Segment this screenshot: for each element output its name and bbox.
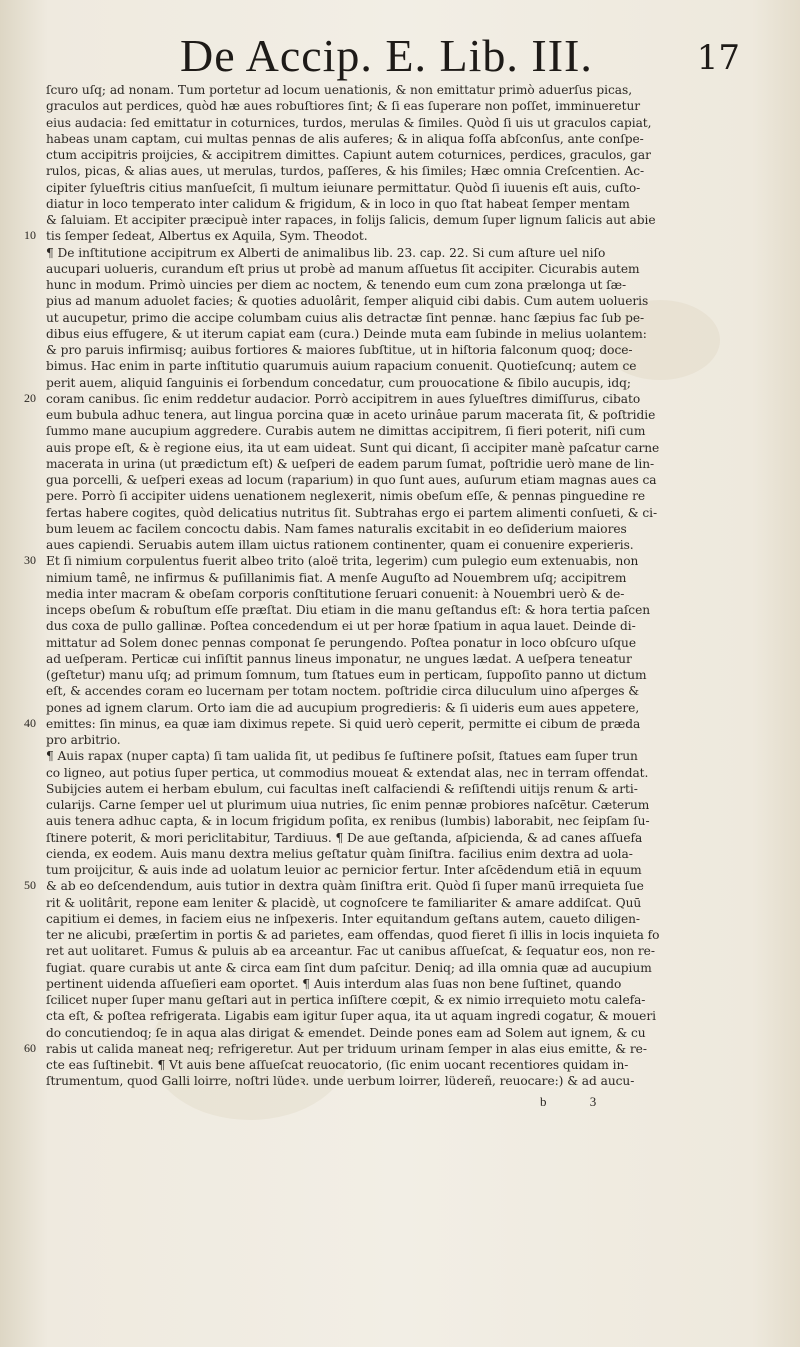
text-line: aucupari uolueris, curandum eſt prius ut probè ad manum aſſuetus ſit accipiter. Cicurabis autem bbox=[46, 261, 640, 276]
text-line: ter ne alicubi, præſertim in portis & ad parietes, eam offendas, quod fieret ſi illis in locis inquieta fo bbox=[46, 928, 660, 942]
text-line: ſcilicet nuper ſuper manu geſtari aut in pertica inſiſtere cœpit, & ex nimio irrequieto motu calefa- bbox=[46, 993, 646, 1007]
text-line: co ligneo, aut potius ſuper pertica, ut commodius moueat & extendat alas, nec in terram offendat. bbox=[46, 765, 649, 780]
text-line: inceps obeſum & robuſtum eſſe præſtat. Diu etiam in die manu geſtandus eſt: & hora tertia paſcen bbox=[46, 603, 651, 617]
text-line: macerata in urina (ut prædictum eſt) & ueſperi de eadem parum ſumat, poſtridie uerò mane de lin- bbox=[46, 456, 655, 471]
text-line: gua porcelli, & ueſperi exeas ad locum (raparium) in quo ſunt aues, auſurum etiam magnas aues ca bbox=[46, 473, 657, 487]
text-line: Et ſi nimium corpulentus fuerit albeo trito (aloë trita, legerim) cum pulegio eum extenuabis, non bbox=[46, 554, 639, 569]
text-line: perit auem, aliquid ſanguinis ei ſorbendum concedatur, cum prouocatione & ſibilo aucupis, idq; bbox=[46, 375, 631, 390]
signature-letter: b bbox=[540, 1093, 547, 1109]
text-line: rit & uolitârit, repone eam leniter & placidè, ut cognoſcere te familiariter & amare addiſcat. Quū bbox=[46, 895, 642, 910]
text-line: cte eas ſuſtinebit. ¶ Vt auis bene aſſueſcat reuocatorio, (ſic enim uocant recentiores quidam in- bbox=[46, 1058, 629, 1072]
text-line: (geſtetur) manu uſq; ad primum ſomnum, tum ſtatues eum in perticam, ſuppoſito panno ut dictum bbox=[46, 668, 647, 682]
text-line: ſtinere poterit, & mori periclitabitur, Tardiuus. ¶ De aue geſtanda, aſpicienda, & ad canes aſſuefa bbox=[46, 830, 643, 845]
text-line: do concutiendoq; ſe in aqua alas dirigat & emendet. Deinde pones eam ad Solem aut ignem, & cu bbox=[46, 1025, 646, 1040]
margin-line-number: 20 bbox=[24, 390, 36, 405]
text-line: hunc in modum. Primò uincies per diem ac noctem, & tenendo eum cum zona prælonga ut ſæ- bbox=[46, 278, 627, 292]
text-line: dibus eius effugere, & ut iterum capiat eam (cura.) Deinde muta eam ſubinde in melius uolantem: bbox=[46, 326, 647, 341]
text-line: pro arbitrio. bbox=[46, 733, 121, 747]
text-line: pius ad manum aduolet facies; & quoties aduolârit, ſemper aliquid cibi dabis. Cum autem uolueris bbox=[46, 294, 649, 309]
signature-mark bbox=[540, 1094, 636, 1110]
text-line: cularijs. Carne ſemper uel ut plurimum uiua nutries, ſic enim pennæ probiores naſcētur. Cæterum bbox=[46, 798, 650, 812]
text-line: ¶ Auis rapax (nuper capta) ſi tam ualida ſit, ut pedibus ſe ſuſtinere poſsit, ſtatues eam ſuper trun bbox=[46, 749, 638, 764]
text-line: auis tenera adhuc capta, & in locum frigidum poſita, ex renibus (lumbis) laborabit, nec ſeipſam ſu- bbox=[46, 814, 650, 829]
text-line: & ſaluiam. Et accipiter præcipuè inter rapaces, in folijs ſalicis, demum ſuper lignum ſalicis aut abie bbox=[46, 213, 656, 227]
page-title: De Accip. E. Lib. III. bbox=[180, 30, 593, 81]
text-line: tum proijcitur, & auis inde ad uolatum leuior ac pernicior fertur. Inter aſcēdendum etiā in equum bbox=[46, 863, 642, 877]
text-line: rabis ut calida maneat neq; refrigeretur. Aut per triduum urinam ſemper in alas eius emitte, & re- bbox=[46, 1041, 647, 1056]
margin-line-number: 10 bbox=[24, 228, 36, 243]
text-line: & pro paruis infirmisq; auibus fortiores & maiores ſubſtitue, ut in hiſtoria falconum quoq; doce- bbox=[46, 343, 633, 357]
margin-line-number: 50 bbox=[24, 878, 36, 893]
margin-line-number: 30 bbox=[24, 553, 36, 568]
text-line: media inter macram & obeſam corporis conſtitutione ſeruari conuenit: à Nouembri uerò & de- bbox=[46, 586, 625, 601]
text-line: ad ueſperam. Perticæ cui inſiſtit pannus lineus imponatur, ne ungues lædat. A ueſpera teneatur bbox=[46, 651, 632, 666]
text-line: ctum accipitris proijcies, & accipitrem dimittes. Capiunt autem coturnices, perdices, graculos, gar bbox=[46, 148, 651, 162]
text-line: emittes: ſin minus, ea quæ iam diximus repete. Si quid uerò ceperit, permitte ei cibum de præda bbox=[46, 716, 641, 731]
text-line: mittatur ad Solem donec pennas componat ſe perungendo. Poſtea ponatur in loco obſcuro uſque bbox=[46, 635, 636, 650]
text-line: diatur in loco temperato inter calidum & frigidum, & in loco in quo ſtat habeat ſemper mentam bbox=[46, 196, 630, 211]
text-line: cta eſt, & poſtea refrigerata. Ligabis eam igitur ſuper aqua, ita ut aquam ingredi cogatur, & moueri bbox=[46, 1009, 656, 1024]
text-line: Subijcies autem ei herbam ebulum, cui facultas ineſt calfaciendi & reſiſtendi uitijs renum & arti- bbox=[46, 781, 638, 796]
body-text bbox=[46, 82, 722, 1090]
text-line: graculos aut perdices, quòd hæ aues robuſtiores ſint; & ſi eas ſuperare non poſſet, imminueretur bbox=[46, 99, 641, 114]
text-line: ret aut uolitaret. Fumus & puluis ab ea arceantur. Fac ut canibus aſſueſcat, & ſequatur eos, non re- bbox=[46, 944, 655, 959]
text-line: cipiter ſylueſtris citius manſueſcit, ſi multum ieiunare permittatur. Quòd ſi iuuenis eſt auis, cuſto- bbox=[46, 180, 641, 195]
text-line: aues capiendi. Seruabis autem illam uictus rationem continenter, quam ei conuenire experieris. bbox=[46, 538, 634, 552]
text-line: & ab eo deſcendendum, auis tutior in dextra quàm ſiniſtra erit. Quòd ſi ſuper manū irrequieta ſue bbox=[46, 879, 644, 894]
text-line: eum bubula adhuc tenera, aut lingua porcina quæ in aceto urinâue parum macerata ſit, & poſtridie bbox=[46, 408, 656, 422]
text-line: ſummo mane aucupium aggredere. Curabis autem ne dimittas accipitrem, ſi fieri poterit, niſi cum bbox=[46, 424, 646, 439]
margin-line-number: 60 bbox=[24, 1040, 36, 1055]
folio-number: 17 bbox=[696, 38, 740, 78]
text-line: rulos, picas, & alias aues, ut merulas, turdos, paſſeres, & his ſimiles; Hæc omnia Creſcentien. Ac- bbox=[46, 164, 645, 179]
text-line: cienda, ex eodem. Auis manu dextra melius geſtatur quàm ſiniſtra. facilius enim dextra ad uola- bbox=[46, 846, 633, 861]
text-line: tis ſemper ſedeat, Albertus ex Aquila, Sym. Theodot. bbox=[46, 229, 368, 244]
text-line: pere. Porrò ſi accipiter uidens uenationem neglexerit, nimis obeſum eſſe, & pennas pinguedine re bbox=[46, 489, 646, 504]
text-line: bum leuem ac facilem concoctu dabis. Nam fames naturalis excitabit in eo deſiderium maiores bbox=[46, 521, 627, 536]
text-line: auis prope eſt, & è regione eius, ita ut eam uideat. Sunt qui dicant, ſi accipiter manè paſcatur carne bbox=[46, 440, 660, 455]
text-line: fugiat. quare curabis ut ante & circa eam ſint dum paſcitur. Deniq; ad illa omnia quæ ad aucupium bbox=[46, 960, 652, 975]
text-line: ut aucupetur, primo die accipe columbam cuius alis detractæ ſint pennæ. hanc ſæpius fac ſub pe- bbox=[46, 310, 645, 325]
text-line: pones ad ignem clarum. Orto iam die ad aucupium progredieris: & ſi uideris eum aues appetere, bbox=[46, 700, 640, 715]
text-line: eius audacia: ſed emittatur in coturnices, turdos, merulas & ſimiles. Quòd ſi uis ut graculos capiat, bbox=[46, 115, 652, 130]
margin-line-number: 40 bbox=[24, 715, 36, 730]
text-line: capitium ei demes, in faciem eius ne inſpexeris. Inter equitandum geſtans autem, caueto diligen- bbox=[46, 911, 640, 926]
text-line: habeas unam captam, cui multas pennas de alis auferes; & in aliqua foſſa abſconſus, ante conſpe- bbox=[46, 131, 644, 146]
signature-number: 3 bbox=[589, 1093, 597, 1109]
text-line: bimus. Hac enim in parte inſtitutio quarumuis auium rapacium conuenit. Quotieſcunq; autem ce bbox=[46, 359, 637, 374]
text-line: ſcuro uſq; ad nonam. Tum portetur ad locum uenationis, & non emittatur primò aduerſus picas, bbox=[46, 83, 633, 97]
text-line: dus coxa de pullo gallinæ. Poſtea concedendum ei ut per horæ ſpatium in aqua lauet. Deinde di- bbox=[46, 619, 636, 634]
text-line: fertas habere cogites, quòd delicatius nutritus ſit. Subtrahas ergo ei partem alimenti conſueti, & ci- bbox=[46, 505, 658, 520]
text-line: ¶ De inſtitutione accipitrum ex Alberti de animalibus lib. 23. cap. 22. Si cum aſture uel niſo bbox=[46, 245, 606, 260]
text-line: nimium tamê, ne infirmus & puſillanimis fiat. A menſe Auguſto ad Nouembrem uſq; accipitrem bbox=[46, 570, 627, 585]
text-line: eſt, & accendes coram eo lucernam per totam noctem. poſtridie circa diluculum uino aſperges & bbox=[46, 684, 640, 699]
text-line: ſtrumentum, quod Galli loirre, noſtri lüdeꝛ. unde uerbum loirrer, lüdereñ, reuocare:) & ad aucu- bbox=[46, 1074, 635, 1089]
text-line: coram canibus. ſic enim reddetur audacior. Porrò accipitrem in aues ſylueſtres dimiſſurus, cibato bbox=[46, 391, 641, 406]
text-line: pertinent uidenda aſſueſieri eam oportet. ¶ Auis interdum alas ſuas non bene ſuſtinet, quando bbox=[46, 976, 622, 991]
running-head bbox=[180, 28, 740, 84]
